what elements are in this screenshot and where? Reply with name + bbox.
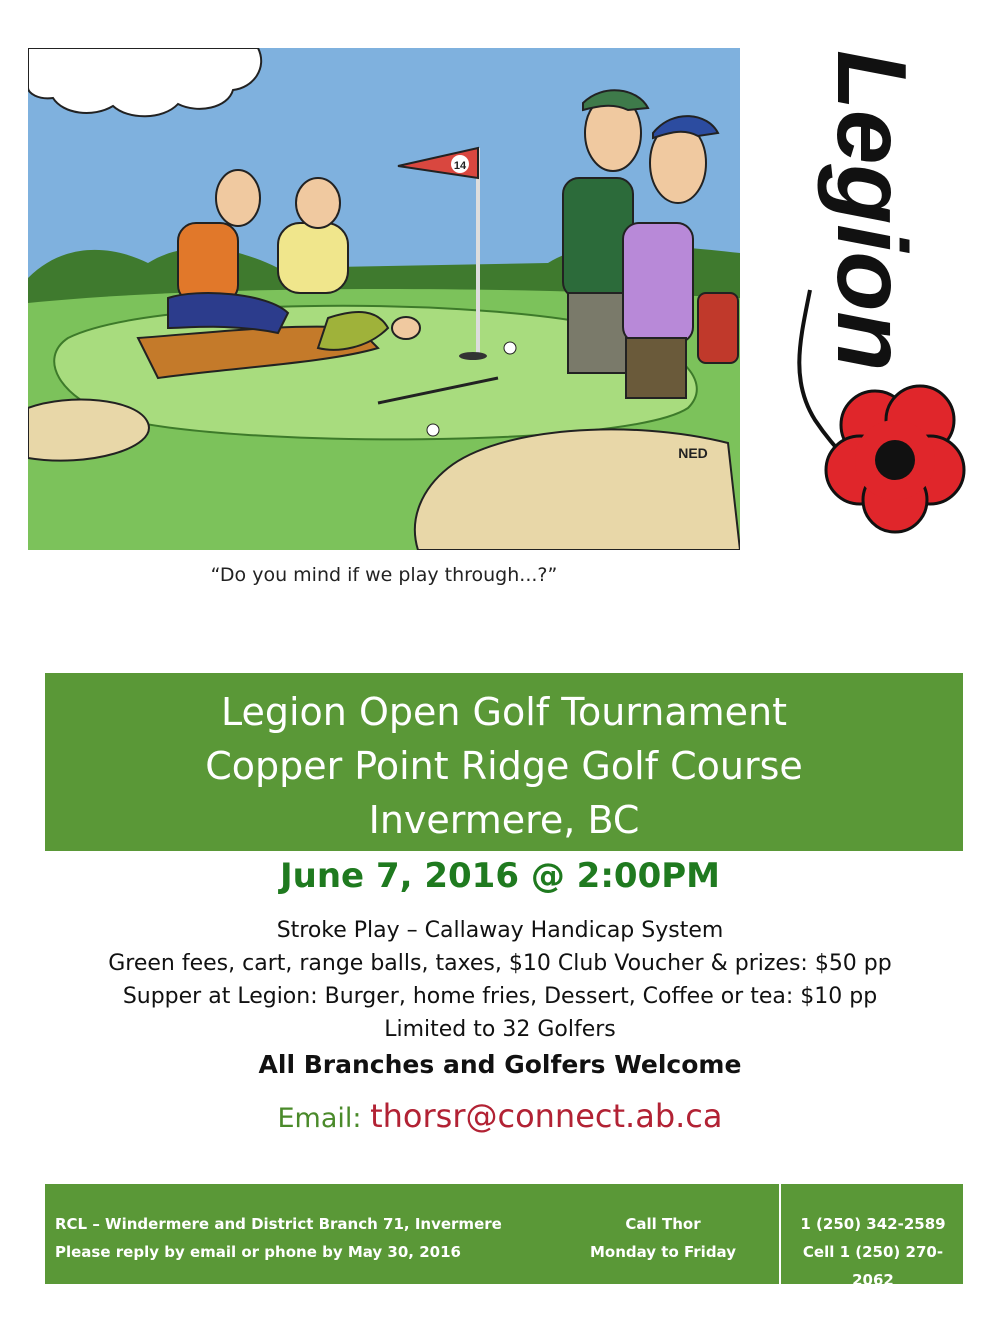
- flag-number: 14: [453, 160, 467, 172]
- email-line: [0, 1097, 1000, 1135]
- phone-number: 1 (250) 342-2589: [800, 1215, 946, 1233]
- event-details: [0, 914, 1000, 1046]
- detail-fees: Green fees, cart, range balls, taxes, $10 Club Voucher & prizes: $50 pp: [108, 951, 892, 976]
- title-banner: [45, 673, 963, 851]
- footer-phones: [783, 1210, 963, 1294]
- call-contact: Call Thor: [625, 1215, 701, 1233]
- footer-branch-info: [55, 1210, 502, 1266]
- event-location: Invermere, BC: [368, 798, 640, 842]
- cartoon-illustration: [28, 48, 740, 550]
- artist-signature: NED: [678, 445, 708, 461]
- event-venue: Copper Point Ridge Golf Course: [205, 744, 803, 788]
- detail-supper: Supper at Legion: Burger, home fries, Dessert, Coffee or tea: $10 pp: [122, 984, 878, 1009]
- legion-logo-text: Legion: [817, 50, 927, 372]
- footer-call-info: [565, 1210, 761, 1266]
- email-address[interactable]: thorsr@connect.ab.ca: [370, 1097, 723, 1135]
- event-date: June 7, 2016 @ 2:00PM: [280, 856, 720, 896]
- footer-divider: [779, 1184, 781, 1284]
- detail-limit: Limited to 32 Golfers: [384, 1017, 616, 1042]
- email-label: Email:: [277, 1103, 371, 1134]
- golf-cartoon: [28, 48, 740, 550]
- event-title: Legion Open Golf Tournament: [220, 690, 788, 734]
- cell-number: Cell 1 (250) 270-2062: [802, 1243, 944, 1289]
- reply-deadline: Please reply by email or phone by May 30, 2016: [55, 1243, 461, 1261]
- cartoon-caption: “Do you mind if we play through...?”: [210, 564, 558, 586]
- welcome-text: All Branches and Golfers Welcome: [258, 1050, 742, 1079]
- detail-format: Stroke Play – Callaway Handicap System: [276, 918, 724, 943]
- footer-bar: [45, 1184, 963, 1289]
- poppy-icon: [826, 386, 964, 532]
- legion-logo-graphic: [780, 40, 980, 540]
- call-days: Monday to Friday: [589, 1243, 736, 1261]
- legion-logo: [780, 40, 980, 540]
- branch-name: RCL – Windermere and District Branch 71, Invermere: [55, 1215, 502, 1233]
